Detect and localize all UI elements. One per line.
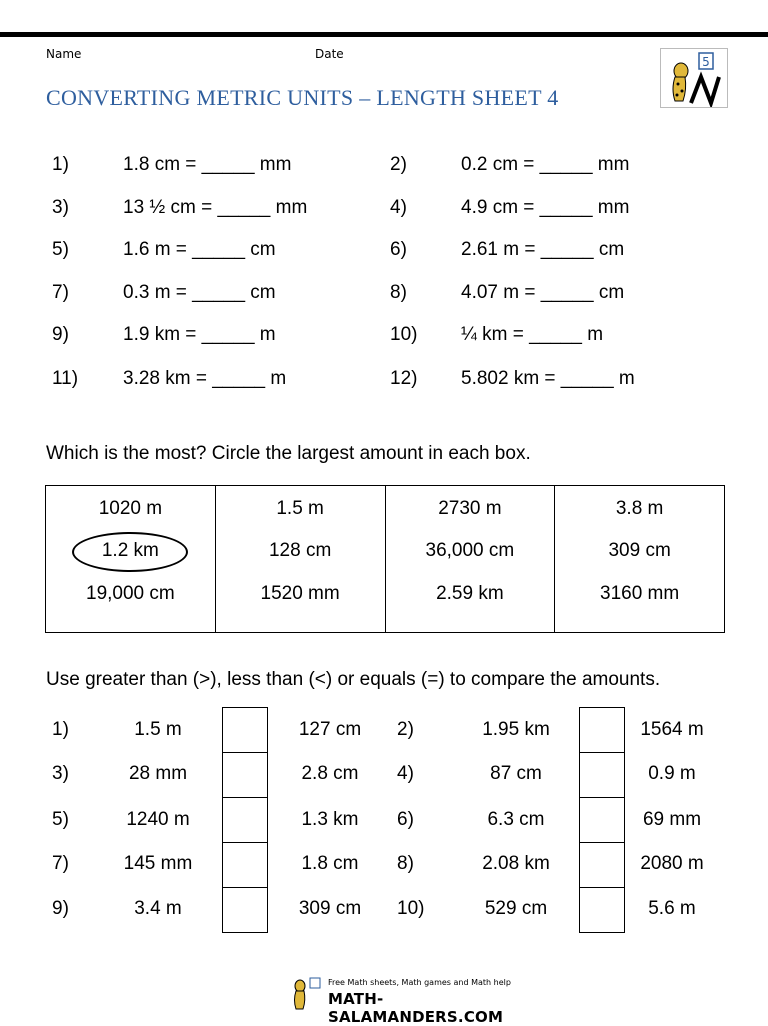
question-number: 9)	[52, 324, 69, 345]
most-option[interactable]: 128 cm	[268, 540, 332, 561]
compare-amount-right: 5.6 m	[648, 898, 696, 919]
compare-number: 10)	[397, 898, 425, 919]
compare-amount-left: 1.5 m	[134, 719, 182, 740]
most-option[interactable]: 36,000 cm	[425, 540, 515, 561]
compare-amount-left: 1.95 km	[482, 719, 550, 740]
most-option[interactable]: 3.8 m	[615, 498, 664, 519]
most-option[interactable]: 1.2 km	[101, 540, 159, 561]
conversion-question[interactable]: 13 ½ cm = _____ mm	[123, 197, 308, 218]
answer-box-column-left	[222, 707, 268, 933]
compare-amount-right: 1.8 cm	[301, 853, 359, 874]
compare-amount-left: 28 mm	[128, 763, 188, 784]
question-number: 11)	[52, 368, 79, 389]
question-number: 6)	[390, 239, 407, 260]
compare-amount-right: 2080 m	[640, 853, 704, 874]
conversion-question[interactable]: 5.802 km = _____ m	[461, 368, 635, 389]
compare-amount-left: 87 cm	[490, 763, 542, 784]
compare-number: 5)	[52, 809, 69, 830]
most-boxes-table	[45, 485, 725, 633]
most-box	[46, 486, 216, 632]
conversion-question[interactable]: 0.2 cm = _____ mm	[461, 154, 630, 175]
answer-box[interactable]	[223, 798, 267, 843]
most-instruction: Which is the most? Circle the largest amount in each box.	[46, 443, 531, 464]
most-box	[555, 486, 724, 632]
worksheet-title: CONVERTING METRIC UNITS – LENGTH SHEET 4	[46, 85, 559, 110]
circled-answer-oval	[72, 532, 188, 572]
compare-amount-right: 1.3 km	[301, 809, 359, 830]
answer-box[interactable]	[223, 888, 267, 932]
compare-amount-right: 69 mm	[642, 809, 702, 830]
answer-box[interactable]	[580, 798, 624, 843]
compare-amount-left: 3.4 m	[134, 898, 182, 919]
most-option[interactable]: 19,000 cm	[86, 583, 175, 604]
conversion-question[interactable]: 4.9 cm = _____ mm	[461, 197, 630, 218]
conversion-question[interactable]: ¼ km = _____ m	[461, 324, 604, 345]
logo-grade: 5	[702, 55, 710, 69]
question-number: 12)	[390, 368, 418, 389]
most-option[interactable]: 2730 m	[438, 498, 502, 519]
question-number: 5)	[52, 239, 69, 260]
question-number: 10)	[390, 324, 418, 345]
most-option[interactable]: 2.59 km	[436, 583, 504, 604]
compare-amount-right: 0.9 m	[648, 763, 696, 784]
compare-number: 6)	[397, 809, 414, 830]
conversion-question[interactable]: 1.6 m = _____ cm	[123, 239, 276, 260]
question-number: 7)	[52, 282, 69, 303]
footer-site-link[interactable]: MATH-SALAMANDERS.COM	[328, 990, 504, 1026]
footer-salamander-icon	[290, 976, 326, 1012]
compare-instruction: Use greater than (>), less than (<) or equals (=) to compare the amounts.	[46, 669, 661, 690]
top-rule	[0, 32, 768, 37]
most-option[interactable]: 1520 mm	[260, 583, 340, 604]
most-box	[216, 486, 386, 632]
conversion-question[interactable]: 1.9 km = _____ m	[123, 324, 276, 345]
conversion-question[interactable]: 4.07 m = _____ cm	[461, 282, 625, 303]
most-option[interactable]: 1.5 m	[276, 498, 324, 519]
answer-box[interactable]	[580, 753, 624, 798]
question-number: 2)	[390, 154, 407, 175]
compare-number: 4)	[397, 763, 414, 784]
salamander-logo	[660, 48, 728, 108]
compare-amount-left: 6.3 cm	[487, 809, 545, 830]
answer-box[interactable]	[580, 708, 624, 753]
compare-amount-left: 1240 m	[126, 809, 190, 830]
conversion-question[interactable]: 2.61 m = _____ cm	[461, 239, 625, 260]
date-label: Date	[315, 47, 344, 61]
most-box	[386, 486, 556, 632]
compare-amount-right: 1564 m	[640, 719, 704, 740]
answer-box[interactable]	[223, 843, 267, 888]
answer-box[interactable]	[223, 753, 267, 798]
conversion-question[interactable]: 1.8 cm = _____ mm	[123, 154, 292, 175]
compare-number: 9)	[52, 898, 69, 919]
compare-number: 1)	[52, 719, 69, 740]
question-number: 3)	[52, 197, 69, 218]
answer-box[interactable]	[580, 843, 624, 888]
compare-number: 8)	[397, 853, 414, 874]
compare-number: 2)	[397, 719, 414, 740]
compare-number: 7)	[52, 853, 69, 874]
compare-amount-left: 529 cm	[484, 898, 548, 919]
compare-amount-right: 309 cm	[298, 898, 362, 919]
answer-box-column-right	[579, 707, 625, 933]
answer-box[interactable]	[580, 888, 624, 932]
compare-amount-left: 2.08 km	[482, 853, 550, 874]
question-number: 1)	[52, 154, 69, 175]
site-footer	[290, 976, 520, 1026]
most-option[interactable]: 3160 mm	[600, 583, 680, 604]
most-option[interactable]: 1020 m	[98, 498, 163, 519]
compare-number: 3)	[52, 763, 69, 784]
most-option[interactable]: 309 cm	[608, 540, 671, 561]
conversion-question[interactable]: 3.28 km = _____ m	[123, 368, 287, 389]
compare-amount-right: 2.8 cm	[301, 763, 359, 784]
compare-amount-left: 145 mm	[123, 853, 193, 874]
footer-tagline: Free Math sheets, Math games and Math help	[328, 978, 511, 987]
name-label: Name	[46, 47, 82, 61]
question-number: 4)	[390, 197, 407, 218]
question-number: 8)	[390, 282, 407, 303]
answer-box[interactable]	[223, 708, 267, 753]
conversion-question[interactable]: 0.3 m = _____ cm	[123, 282, 276, 303]
compare-amount-right: 127 cm	[298, 719, 362, 740]
